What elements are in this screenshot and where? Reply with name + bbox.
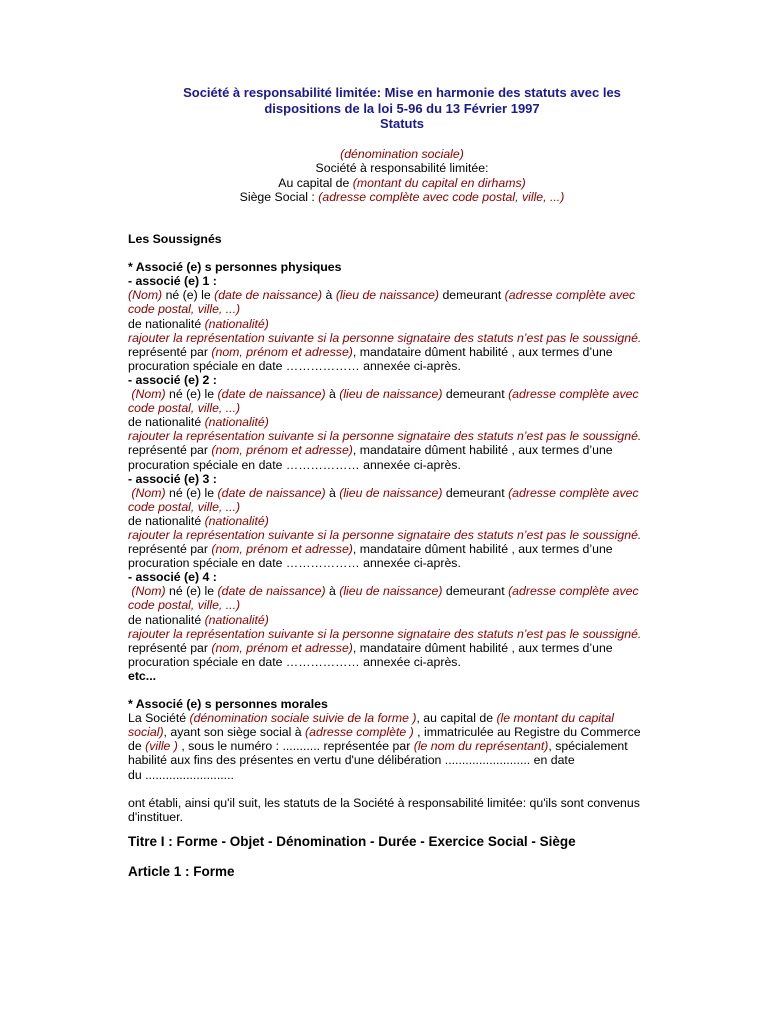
text: à (325, 584, 340, 599)
nationalite-placeholder: (nationalité) (204, 513, 269, 528)
text: représenté par (128, 542, 212, 557)
adresse-placeholder: (adresse complète avec (508, 485, 639, 500)
text: , mandataire dûment habilité , aux termes d’une (352, 443, 613, 458)
associe-2-label: - associé (e) 2 : (128, 372, 217, 387)
text: né (e) le (165, 387, 218, 402)
document-title (0, 85, 768, 132)
text: , mandataire dûment habilité , aux termes d’une (352, 640, 613, 655)
associe-1-identity (128, 288, 668, 302)
nationalite-line (128, 415, 668, 429)
adresse-placeholder-cont: code postal, ville, ...) (128, 302, 241, 317)
soussignes-heading: Les Soussignés (128, 232, 222, 246)
text: demeurant (442, 485, 509, 500)
represente-placeholder: (nom, prénom et adresse) (211, 443, 353, 458)
rajouter-note: rajouter la représentation suivante si la personne signataire des statuts n’est pas le soussigné. (128, 429, 642, 444)
adresse-placeholder: (adresse complète avec (508, 387, 639, 402)
siege-label: Siège Social : (239, 190, 319, 205)
company-type: Société à responsabilité limitée: (315, 161, 489, 176)
text: , immatriculée au Registre du Commerce (413, 725, 641, 740)
nationalite-line (128, 317, 668, 331)
morales-line-4: habilité aux fins des présentes en vertu d'une délibération ......................... en date (128, 753, 575, 768)
represente-placeholder: (nom, prénom et adresse) (211, 640, 353, 655)
text: demeurant (442, 387, 509, 402)
adresse-placeholder-cont: code postal, ville, ...) (128, 401, 241, 416)
associe-3-identity (128, 486, 668, 500)
text: à (325, 485, 340, 500)
physiques-heading: * Associé (e) s personnes physiques (128, 260, 342, 275)
represente-line (128, 345, 668, 359)
text: demeurant (442, 584, 509, 599)
text: , au capital de (416, 711, 497, 726)
represente-line (128, 641, 668, 655)
morales-line-3 (128, 739, 668, 753)
nationalite-line (128, 514, 668, 528)
lieu-placeholder: (lieu de naissance) (339, 387, 443, 402)
morales-heading: * Associé (e) s personnes morales (128, 697, 328, 712)
capital-label: Au capital de (278, 175, 353, 190)
text: , mandataire dûment habilité , aux termes d’une (352, 542, 613, 557)
associe-3-label: - associé (e) 3 : (128, 471, 217, 486)
text: , spécialement (548, 739, 628, 754)
etc-label: etc... (128, 668, 157, 683)
morales-line-2 (128, 725, 668, 739)
ville-placeholder: (ville ) (145, 739, 178, 754)
represente-line (128, 542, 668, 556)
nationalite-placeholder: (nationalité) (204, 612, 269, 627)
adresse-placeholder: (adresse complète ) (305, 725, 414, 740)
text: , sous le numéro : ........... représentée par (177, 739, 414, 754)
denomination-placeholder: (dénomination sociale suivie de la forme ) (189, 711, 417, 726)
text: à (325, 387, 340, 402)
nationalite-placeholder: (nationalité) (204, 316, 269, 331)
text: de (128, 739, 146, 754)
text: de nationalité (128, 316, 205, 331)
morales-line-5: du .......................... (128, 767, 234, 782)
adresse-placeholder: (adresse complète avec (504, 288, 636, 303)
represente-line (128, 443, 668, 457)
lieu-placeholder: (lieu de naissance) (339, 485, 443, 500)
company-header (0, 147, 768, 205)
text: La Société (128, 711, 190, 726)
etabli-line-1: ont établi, ainsi qu'il suit, les statuts de la Société à responsabilité limitée: qu'ils sont convenus (128, 795, 640, 810)
procuration-line: procuration spéciale en date ……………… annexée ci-après. (128, 556, 461, 571)
adresse-placeholder-cont: code postal, ville, ...) (128, 499, 241, 514)
nationalite-placeholder: (nationalité) (204, 415, 269, 430)
procuration-line: procuration spéciale en date ……………… annexée ci-après. (128, 358, 461, 373)
text: représenté par (128, 443, 212, 458)
adresse-placeholder: (adresse complète avec (508, 584, 639, 599)
associe-4-identity (128, 584, 668, 598)
represente-placeholder: (nom, prénom et adresse) (211, 542, 353, 557)
rajouter-note: rajouter la représentation suivante si la personne signataire des statuts n’est pas le soussigné. (128, 330, 642, 345)
text: , ayant son siège social à (163, 725, 306, 740)
rajouter-note: rajouter la représentation suivante si la personne signataire des statuts n’est pas le soussigné. (128, 626, 642, 641)
text: , mandataire dûment habilité , aux termes d’une (352, 344, 613, 359)
titre-1-heading: Titre I : Forme - Objet - Dénomination - Durée - Exercice Social - Siège (128, 833, 576, 849)
date-placeholder: (date de naissance) (217, 584, 326, 599)
text: demeurant (439, 288, 505, 303)
text: né (e) le (165, 485, 218, 500)
nationalite-line (128, 613, 668, 627)
represente-placeholder: (nom, prénom et adresse) (211, 344, 353, 359)
capital-placeholder: (montant du capital en dirhams) (352, 175, 526, 190)
procuration-line: procuration spéciale en date ……………… annexée ci-après. (128, 457, 461, 472)
text: né (e) le (162, 288, 215, 303)
text: à (322, 288, 336, 303)
denomination-placeholder: (dénomination sociale) (340, 147, 464, 161)
document-body (128, 232, 668, 879)
etabli-line-2: d'instituer. (128, 809, 183, 824)
title-line-2: dispositions de la loi 5-96 du 13 Février 1997 (264, 100, 540, 116)
date-placeholder: (date de naissance) (217, 387, 326, 402)
nom-placeholder: (Nom) (131, 485, 166, 500)
adresse-placeholder-cont: code postal, ville, ...) (128, 598, 241, 613)
capital-placeholder: (le montant du capital (496, 711, 615, 726)
nom-placeholder: (Nom) (131, 387, 166, 402)
lieu-placeholder: (lieu de naissance) (335, 288, 440, 303)
text: de nationalité (128, 415, 205, 430)
procuration-line: procuration spéciale en date ……………… annexée ci-après. (128, 654, 461, 669)
date-placeholder: (date de naissance) (214, 288, 323, 303)
siege-placeholder: (adresse complète avec code postal, ville, ...) (318, 190, 565, 205)
text: de nationalité (128, 513, 205, 528)
title-line-1: Société à responsabilité limitée: Mise en harmonie des statuts avec les (183, 85, 621, 100)
title-line-3: Statuts (379, 116, 425, 131)
nom-placeholder: (Nom) (131, 584, 166, 599)
morales-line-1 (128, 711, 668, 725)
associe-1-label: - associé (e) 1 : (128, 274, 217, 289)
representant-placeholder: (le nom du représentant) (413, 739, 549, 754)
article-1-heading: Article 1 : Forme (128, 864, 235, 880)
capital-placeholder-cont: social) (128, 725, 164, 740)
associe-4-label: - associé (e) 4 : (128, 570, 217, 585)
text: né (e) le (165, 584, 218, 599)
associe-2-identity (128, 387, 668, 401)
text: de nationalité (128, 612, 205, 627)
siege-line (0, 190, 768, 204)
text: représenté par (128, 640, 212, 655)
lieu-placeholder: (lieu de naissance) (339, 584, 443, 599)
date-placeholder: (date de naissance) (217, 485, 326, 500)
capital-line (0, 176, 768, 190)
rajouter-note: rajouter la représentation suivante si la personne signataire des statuts n’est pas le soussigné. (128, 527, 642, 542)
nom-placeholder: (Nom) (128, 288, 163, 303)
text: représenté par (128, 344, 212, 359)
